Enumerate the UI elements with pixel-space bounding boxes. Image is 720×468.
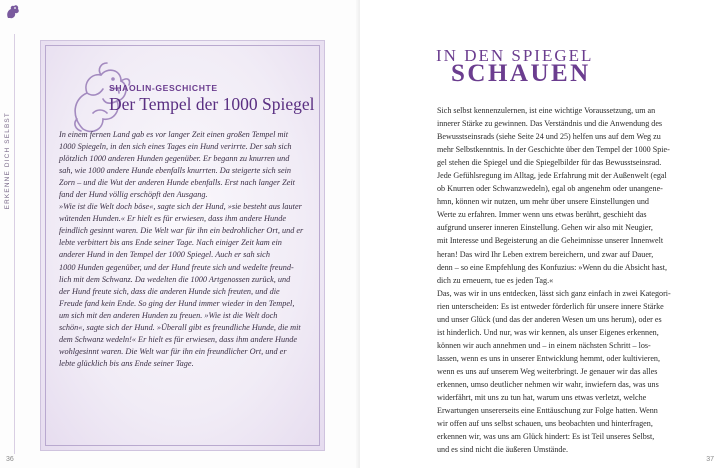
body-line: rien unterscheiden: Es ist entweder förderlich für unsere innere Stärke [437, 301, 664, 311]
body-line: widerfährt, mit uns zu tun hat, warum uns etwas verletzt, welche [437, 393, 647, 403]
body-line: aufgrund unserer inneren Einstellung. Gehen wir also mit Neugier, [437, 223, 653, 233]
body-line: Sich selbst kennenzulernen, ist eine wichtige Voraussetzung, um an [437, 106, 656, 115]
story-line: fand der Hund völlig erschöpft den Ausgang. [59, 190, 208, 200]
page-number-left: 36 [6, 456, 14, 463]
story-line: dem Schwanz wedeln!« Er hielt es für erwiesen, dass ihm andere Hunde [59, 334, 297, 344]
story-line: wohlgesinnt waren. Die Welt war für ihn ein freundlicher Ort, und er [59, 346, 287, 356]
body-line: hmn, können wir nutzen, um mehr über unsere Einstellungen und [437, 197, 649, 207]
story-line: Freude fand kein Ende. So ging der Hund immer wieder in den Tempel, [59, 298, 295, 308]
body-line: Bewusstseinsrads (siehe Seite 24 und 25) helfen uns auf dem Weg zu [437, 132, 661, 142]
story-line: lebte glücklich bis ans Ende seiner Tage. [59, 358, 194, 368]
side-rule [14, 34, 15, 454]
body-line: gel stehen die Spiegel und die Spiegelbilder für das Bewusstseinsrad. [437, 158, 662, 168]
story-line: lebte verbittert bis ans Ende seiner Tage. Nach einiger Zeit kam ein [59, 238, 282, 248]
body-line: ist hinderlich. Und nur, was wir kennen, als unser Eigenes erkennen, [437, 327, 659, 337]
story-line: »Wie ist die Welt doch böse«, sagte sich der Hund, »sie besteht aus lauter [59, 202, 302, 212]
story-line: um sich mit den anderen Hunden zu freuen. »Wie ist die Welt doch [59, 310, 278, 320]
sidebox-story-text [59, 129, 321, 370]
body-line: ob Knurren oder Schwanzwedeln), egal ob angenehm oder unangene- [437, 184, 663, 194]
body-line: und unser Glück (und das der anderen Wesen um uns herum), oder es [437, 314, 662, 324]
body-line: können wir auch annehmen und – in einem nächsten Schritt – los- [437, 340, 651, 350]
body-line: Jede Gefühlsregung im Alltag, jede Erfahrung mit der Außenwelt (egal [437, 171, 667, 181]
story-line: lich mit dem Schwanz. Da wedelten die 1000 Artgenossen zurück, und [59, 274, 291, 284]
body-line: und es sind nicht die äußeren Umstände. [437, 445, 569, 455]
page-title: SCHAUEN [451, 60, 591, 87]
body-line: dich zu erneuern, tue es jeden Tag.« [437, 275, 554, 285]
sidebox-title: Der Tempel der 1000 Spiegel [109, 94, 315, 114]
body-line: Das, was wir in uns entdecken, lässt sich ganz einfach in zwei Kategori- [437, 288, 671, 298]
heading-kicker: IN DEN SPIEGEL [436, 46, 594, 65]
story-line: schön«, sagte sich der Hund. »Überall gibt es freundliche Hunde, die mit [59, 322, 301, 332]
story-line: der Hund freute sich, dass die anderen Hunde sich freuten, und die [59, 286, 280, 296]
story-line: anderer Hund in den Tempel der 1000 Spiegel. Auch er sah sich [59, 250, 270, 260]
story-line: In einem fernen Land gab es vor langer Zeit einen großen Tempel mit [59, 130, 288, 139]
body-line: Werte zu erfahren. Immer wenn uns etwas berührt, geschieht das [437, 210, 647, 220]
body-line: denn – so eine Empfehlung des Konfuzius: »Wenn du die Absicht hast, [437, 262, 667, 272]
story-line: feindlich gesinnt waren. Die Welt war für ihn ein bedrohlicher Ort, und er [59, 226, 304, 236]
story-line: 1000 Hunden gegenüber, und der Hund freute sich und wedelte freund- [59, 262, 294, 272]
body-text [437, 104, 707, 456]
body-line: wir offen auf uns selbst schauen, uns beobachten und hinterfragen, [437, 419, 653, 429]
story-line: sah, wie 1000 andere Hunde ebenfalls knurrten. Da steigerte sich sein [59, 166, 292, 176]
body-line: wenn es uns auf unserem Weg weiterbringt. Je genauer wir das alles [437, 366, 658, 376]
body-line: heran! Das wird Ihr Leben extrem bereichern, und zwar auf Dauer, [437, 249, 654, 259]
story-line: plötzlich 1000 anderen Hunden gegenüber. Er begann zu knurren und [59, 154, 290, 164]
story-line: wütenden Hunden.« Er hielt es für erwiesen, dass ihm andere Hunde [59, 214, 286, 224]
body-line: erkennen wir, was uns am Glück hindert: Es ist Teil unseres Selbst, [437, 432, 655, 442]
story-line: 1000 Spiegeln, in den sich eines Tages ein Hund verirrte. Der sah sich [59, 142, 292, 152]
body-line: mit Interesse und Begeisterung an die Geheimnisse unserer Innenwelt [437, 236, 664, 246]
body-line: innerer Stärke zu gewinnen. Das Verständnis und die Anwendung des [437, 119, 663, 129]
page-number-right: 37 [706, 456, 714, 463]
body-line: erkennen, umso deutlicher nehmen wir wahr, inwiefern das, was uns [437, 379, 659, 389]
body-line: lassen, wenn es uns in unserer Entwicklung hemmt, oder kultivieren, [437, 353, 660, 363]
body-line: mehr Selbstkenntnis. In der Geschichte über den Tempel der 1000 Spie- [437, 145, 670, 155]
body-line: Erwartungen unsererseits eine Enttäuschung zur Folge hatten. Wenn [437, 406, 658, 416]
dragon-icon [5, 3, 21, 21]
section-side-label: ERKENNE DICH SELBST [4, 112, 11, 210]
sidebox-kicker: SHAOLIN-GESCHICHTE [109, 83, 218, 93]
story-sidebox [40, 40, 325, 451]
story-line: Zorn – und die Wut der anderen Hunde ebenfalls. Erst nach langer Zeit [59, 178, 295, 188]
